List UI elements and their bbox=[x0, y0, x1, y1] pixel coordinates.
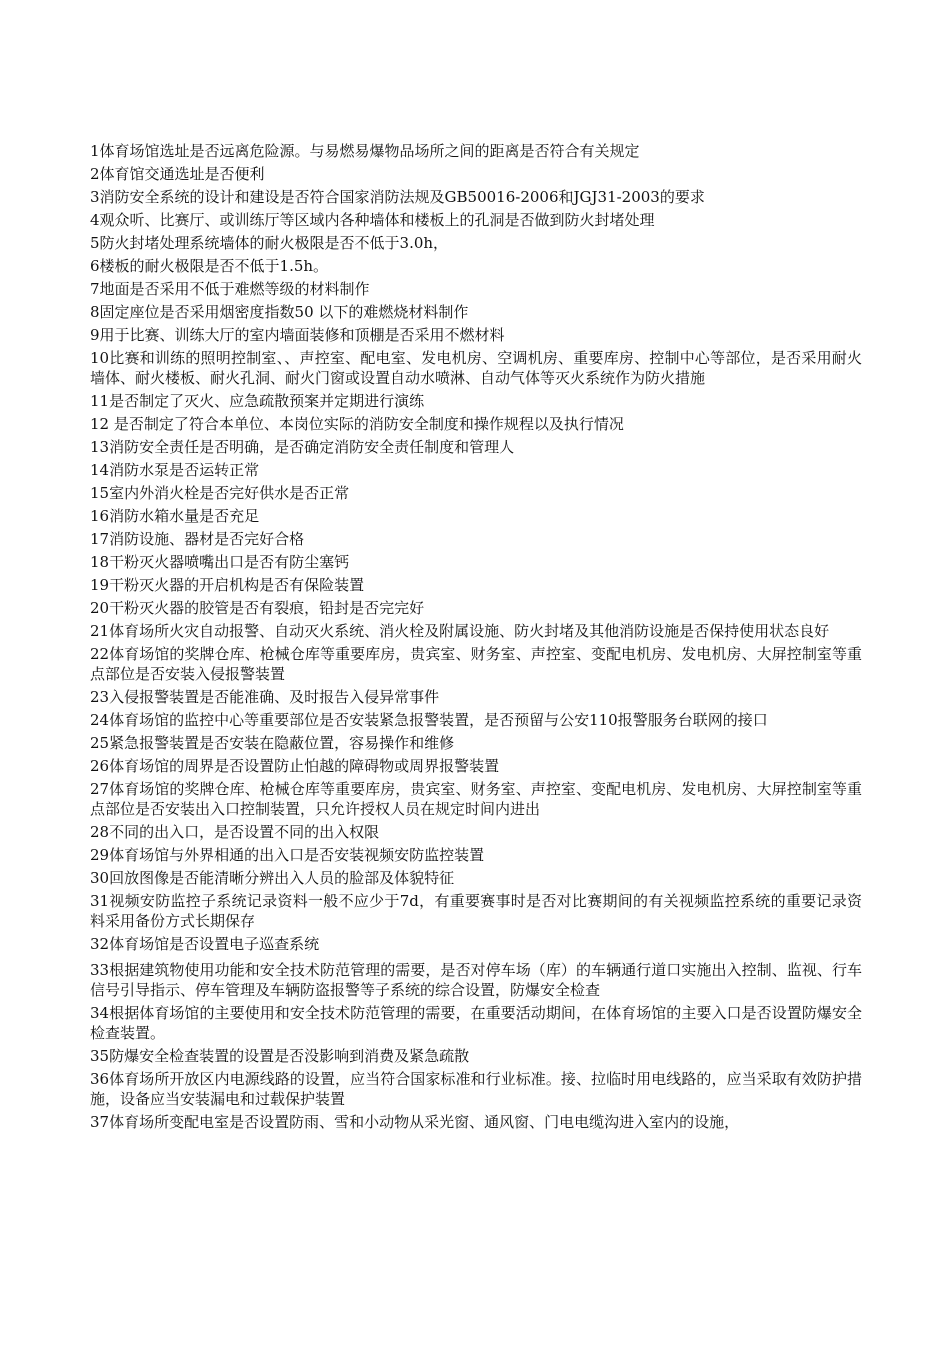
checklist-item-37: 37体育场所变配电室是否设置防雨、雪和小动物从采光窗、通风窗、门电电缆沟进入室内的设施， bbox=[90, 1113, 740, 1131]
checklist-item-8: 8固定座位是否采用烟密度指数50 以下的难燃烧材料制作 bbox=[90, 303, 469, 321]
checklist-item-21: 21体育场所火灾自动报警、自动灭火系统、消火栓及附属设施、防火封堵及其他消防设施是否保持使用状态良好 bbox=[90, 622, 830, 640]
checklist-item-6: 6楼板的耐火极限是否不低于1.5h。 bbox=[90, 257, 329, 275]
checklist-item-32: 32体育场馆是否设置电子巡查系统 bbox=[90, 935, 320, 953]
checklist-item-33: 33根据建筑物使用功能和安全技术防范管理的需要，是否对停车场（库）的车辆通行道口实施出入控制、监视、行车信号引导指示、停车管理及车辆防盗报警等子系统的综合设置，防爆安全检查 bbox=[90, 961, 862, 999]
checklist-item-14: 14消防水泵是否运转正常 bbox=[90, 461, 260, 479]
checklist-item-26: 26体育场馆的周界是否设置防止怕越的障碍物或周界报警装置 bbox=[90, 757, 500, 775]
checklist-item-34: 34根据体育场馆的主要使用和安全技术防范管理的需要，在重要活动期间，在体育场馆的主要入口是否设置防爆安全检查装置。 bbox=[90, 1004, 862, 1042]
checklist-item-29: 29体育场馆与外界相通的出入口是否安装视频安防监控装置 bbox=[90, 846, 485, 864]
checklist-item-3: 3消防安全系统的设计和建设是否符合国家消防法规及GB50016-2006和JGJ31-2003的要求 bbox=[90, 188, 705, 206]
checklist-item-18: 18干粉灭火器喷嘴出口是否有防尘塞钙 bbox=[90, 553, 350, 571]
checklist-item-16: 16消防水箱水量是否充足 bbox=[90, 507, 260, 525]
checklist-item-31: 31视频安防监控子系统记录资料一般不应少于7d，有重要赛事时是否对比赛期间的有关视频监控系统的重要记录资料采用备份方式长期保存 bbox=[90, 892, 862, 930]
checklist-item-5: 5防火封堵处理系统墙体的耐火极限是否不低于3.0h， bbox=[90, 234, 449, 252]
checklist-item-36: 36体育场所开放区内电源线路的设置，应当符合国家标准和行业标准。接、拉临时用电线路的，应当采取有效防护措施，设备应当安装漏电和过载保护装置 bbox=[90, 1070, 862, 1108]
checklist-item-27: 27体育场馆的奖牌仓库、枪械仓库等重要库房，贵宾室、财务室、声控室、变配电机房、发电机房、大屏控制室等重点部位是否安装出入口控制装置，只允许授权人员在规定时间内进出 bbox=[90, 780, 862, 818]
checklist-item-1: 1体育场馆选址是否远离危险源。与易燃易爆物品场所之间的距离是否符合有关规定 bbox=[90, 142, 640, 160]
checklist-item-22: 22体育场馆的奖牌仓库、枪械仓库等重要库房，贵宾室、财务室、声控室、变配电机房、发电机房、大屏控制室等重点部位是否安装入侵报警装置 bbox=[90, 645, 862, 683]
checklist-item-17: 17消防设施、器材是否完好合格 bbox=[90, 530, 305, 548]
checklist-item-9: 9用于比赛、训练大厅的室内墙面装修和顶棚是否采用不燃材料 bbox=[90, 326, 505, 344]
checklist-item-15: 15室内外消火栓是否完好供水是否正常 bbox=[90, 484, 350, 502]
checklist-item-19: 19干粉灭火器的开启机构是否有保险装置 bbox=[90, 576, 365, 594]
checklist-item-23: 23入侵报警装置是否能准确、及时报告入侵异常事件 bbox=[90, 688, 440, 706]
checklist-item-13: 13消防安全责任是否明确，是否确定消防安全责任制度和管理人 bbox=[90, 438, 515, 456]
checklist-item-35: 35防爆安全检查装置的设置是否没影响到消费及紧急疏散 bbox=[90, 1047, 470, 1065]
checklist-item-11: 11是否制定了灭火、应急疏散预案并定期进行演练 bbox=[90, 392, 425, 410]
checklist-item-20: 20干粉灭火器的胶管是否有裂痕，铅封是否完完好 bbox=[90, 599, 425, 617]
checklist-item-10: 10比赛和训练的照明控制室、、声控室、配电室、发电机房、空调机房、重要库房、控制中心等部位，是否采用耐火墙体、耐火楼板、耐火孔洞、耐火门窗或设置自动水喷淋、自动气体等灭火系统作为防火措施 bbox=[90, 349, 862, 387]
safety-checklist bbox=[90, 141, 862, 1135]
checklist-item-25: 25紧急报警装置是否安装在隐蔽位置，容易操作和维修 bbox=[90, 734, 455, 752]
checklist-item-30: 30回放图像是否能清晰分辨出入人员的脸部及体貌特征 bbox=[90, 869, 455, 887]
checklist-item-2: 2体育馆交通选址是否便利 bbox=[90, 165, 265, 183]
checklist-item-12: 12 是否制定了符合本单位、本岗位实际的消防安全制度和操作规程以及执行情况 bbox=[90, 415, 624, 433]
checklist-item-24: 24体育场馆的监控中心等重要部位是否安装紧急报警装置，是否预留与公安110报警服务台联网的接口 bbox=[90, 711, 768, 729]
checklist-item-28: 28不同的出入口，是否设置不同的出入权限 bbox=[90, 823, 380, 841]
checklist-item-7: 7地面是否采用不低于难燃等级的材料制作 bbox=[90, 280, 370, 298]
checklist-item-4: 4观众听、比赛厅、或训练厅等区域内各种墙体和楼板上的孔洞是否做到防火封堵处理 bbox=[90, 211, 655, 229]
